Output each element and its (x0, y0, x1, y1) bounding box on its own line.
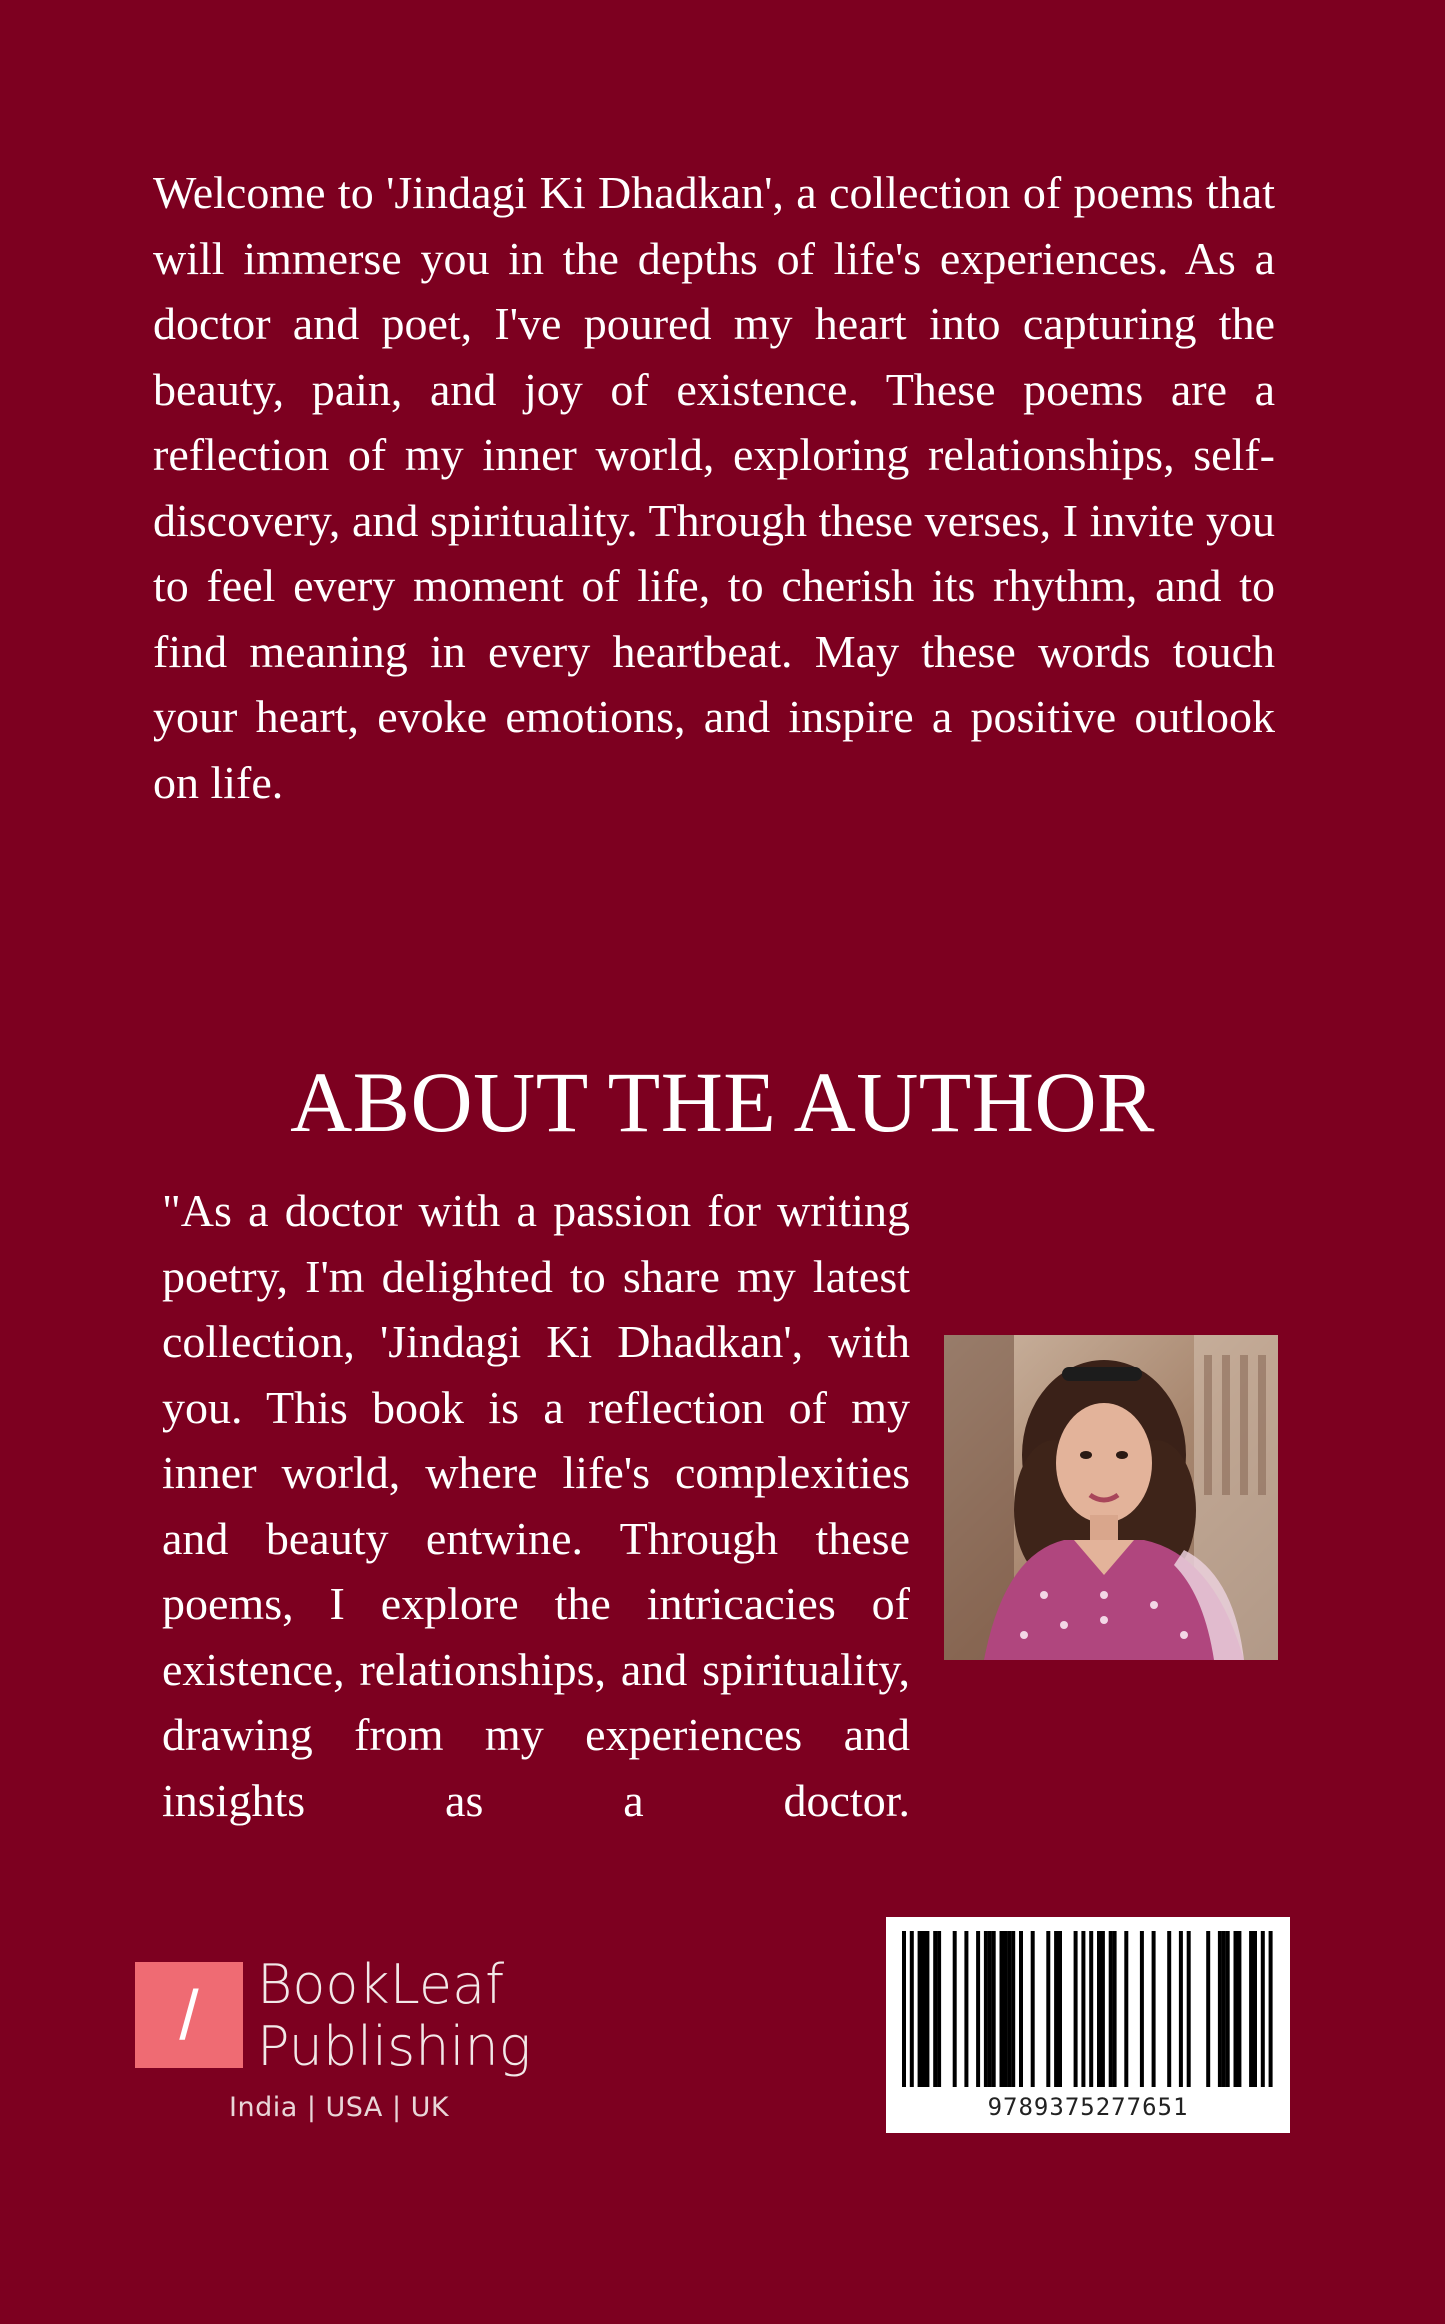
barcode-bar (1089, 1931, 1093, 2087)
barcode-bar (1237, 1931, 1241, 2087)
author-bio: "As a doctor with a passion for writing poetry, I'm delighted to share my latest collection, 'Jindagi Ki Dhadkan', with you. This book is a reflection of my inner world, where life's complexities and beauty entwine. Through these poems, I explore the intricacies of existence, relationships, and spirituality, drawing from my experiences and insights as a doctor. (162, 1185, 910, 1826)
barcode-bar (964, 1931, 968, 2087)
barcode-bar (902, 1931, 906, 2087)
barcode-bar (1019, 1931, 1023, 2087)
logo-slash-icon: / (179, 1976, 199, 2054)
barcode-bar (976, 1931, 980, 2087)
barcode-bar (922, 1931, 926, 2087)
barcode-bar (1152, 1931, 1156, 2087)
barcode-bar (1031, 1931, 1035, 2087)
publisher-name-line1: BookLeaf (257, 1953, 505, 2016)
barcode-bar (984, 1931, 988, 2087)
barcode-bar (1167, 1931, 1171, 2087)
back-cover-blurb: Welcome to 'Jindagi Ki Dhadkan', a collection of poems that will immerse you in the depths of life's experiences. As a doctor and poet, I've poured my heart into capturing the beauty, pain, and joy of existence. These poems are a reflection of my inner world, exploring relationships, self-discovery, and spirituality. Through these verses, I invite you to feel every moment of life, to cherish its rhythm, and to find meaning in every heartbeat. May these words touch your heart, evoke emotions, and inspire a positive outlook on life. (153, 167, 1275, 808)
barcode-bar (1058, 1931, 1062, 2087)
barcode-bar (1222, 1931, 1226, 2087)
barcode-bar (1011, 1931, 1015, 2087)
barcode-bar (918, 1931, 922, 2087)
barcode-bar (1140, 1931, 1144, 2087)
barcode-bar (1081, 1931, 1085, 2087)
barcode-bar (1000, 1931, 1004, 2087)
publisher-name (257, 1954, 531, 2078)
barcode-bar (1097, 1931, 1101, 2087)
barcode-bar (1253, 1931, 1257, 2087)
barcode-bar (1109, 1931, 1113, 2087)
barcode-bar (988, 1931, 992, 2087)
barcode-bar (1249, 1931, 1253, 2087)
barcode-bar (1218, 1931, 1222, 2087)
author-photo (944, 1335, 1278, 1660)
barcode-bar (1187, 1931, 1191, 2087)
barcode-bar (925, 1931, 929, 2087)
barcode-bar (1234, 1931, 1238, 2087)
barcode-bar (910, 1931, 914, 2087)
isbn-number: 9789375277651 (987, 2093, 1189, 2121)
publisher-name-line2: Publishing (257, 2015, 532, 2078)
publisher-regions: India | USA | UK (229, 2092, 450, 2123)
barcode-bar (1124, 1931, 1128, 2087)
barcode-bar (1007, 1931, 1011, 2087)
barcode-bar (1226, 1931, 1230, 2087)
barcode-bar (933, 1931, 937, 2087)
barcode-bars (886, 1917, 1290, 2097)
barcode-bar (1003, 1931, 1007, 2087)
barcode-bar (1046, 1931, 1050, 2087)
barcode-bar (1054, 1931, 1058, 2087)
barcode-bar (1261, 1931, 1265, 2087)
barcode-bar (1179, 1931, 1183, 2087)
barcode-bar (953, 1931, 957, 2087)
barcode-bar (992, 1931, 996, 2087)
barcode-bar (1269, 1931, 1273, 2087)
barcode-bar (1113, 1931, 1117, 2087)
isbn-barcode (886, 1917, 1290, 2133)
publisher-logo (135, 1953, 545, 2132)
barcode-bar (937, 1931, 941, 2087)
barcode-bar (1206, 1931, 1210, 2087)
about-author-heading: ABOUT THE AUTHOR (290, 1054, 1155, 1150)
barcode-bar (1101, 1931, 1105, 2087)
barcode-bar (1074, 1931, 1078, 2087)
